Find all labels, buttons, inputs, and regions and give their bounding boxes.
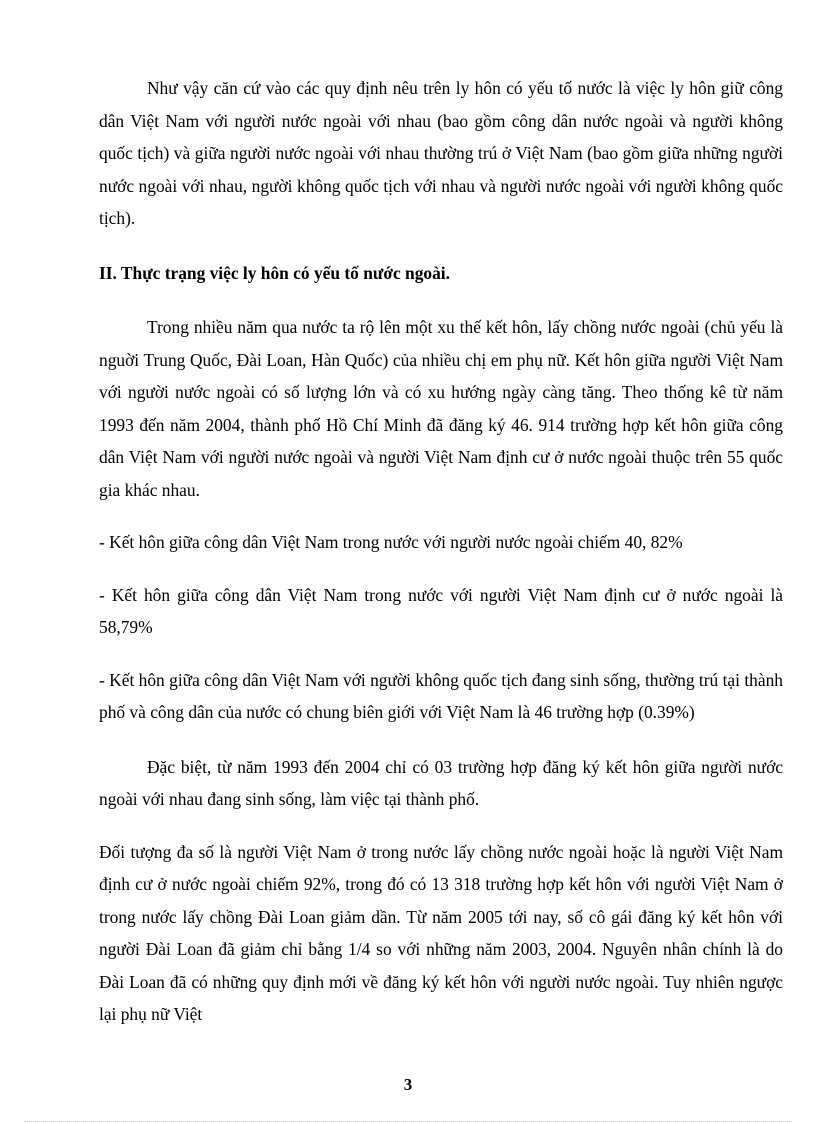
paragraph-majority: Đối tượng đa số là người Việt Nam ở trong nước lấy chồng nước ngoài hoặc là người Việt Nam định cư ở nước ngoài chiếm 92%, trong đó có 13 318 trường hợp kết hôn với người Việt Nam ở trong nước lấy chồng Đài Loan giảm dần. Từ năm 2005 tới nay, số cô gái đăng ký kết hôn với người Đài Loan đã giảm chỉ bằng 1/4 so với những năm 2003, 2004. Nguyên nhân chính là do Đài Loan đã có những quy định mới về đăng ký kết hôn với người nước ngoài. Tuy nhiên ngược lại phụ nữ Việt (99, 841, 783, 1024)
bullet-foreigners: - Kết hôn giữa công dân Việt Nam trong nước với người nước ngoài chiếm 40, 82% (99, 532, 683, 552)
bullet-overseas-vietnamese: - Kết hôn giữa công dân Việt Nam trong nước với người Việt Nam định cư ở nước ngoài là 58,79% (99, 584, 783, 637)
bullet-stateless: - Kết hôn giữa công dân Việt Nam với người không quốc tịch đang sinh sống, thường trú tại thành phố và công dân của nước có chung biên giới với Việt Nam là 46 trường hợp (0.39%) (99, 669, 783, 722)
document-page (99, 72, 783, 1031)
page-edge-divider (24, 1121, 792, 1122)
paragraph-conclusion: Như vậy căn cứ vào các quy định nêu trên ly hôn có yếu tố nước là việc ly hôn giữ công dân Việt Nam với người nước ngoài với nhau (bao gồm công dân nước ngoài và người không quốc tịch) và giữa người nước ngoài với nhau thường trú ở Việt Nam (bao gồm giữa những người nước ngoài với nhau, người không quốc tịch với nhau và người nước ngoài với người không quốc tịch). (99, 78, 783, 228)
page-number: 3 (403, 1075, 413, 1094)
paragraph-trend: Trong nhiều năm qua nước ta rộ lên một xu thế kết hôn, lấy chồng nước ngoài (chủ yếu là nguời Trung Quốc, Đài Loan, Hàn Quốc) của nhiều chị em phụ nữ. Kết hôn giữa người Việt Nam với người nước ngoài có số lượng lớn và có xu hướng ngày càng tăng. Theo thống kê từ năm 1993 đến năm 2004, thành phố Hồ Chí Minh đã đăng ký 46. 914 trường hợp kết hôn giữa công dân Việt Nam với người nước ngoài và người Việt Nam định cư ở nước ngoài thuộc trên 55 quốc gia khác nhau. (99, 317, 783, 500)
section-heading: II. Thực trạng việc ly hôn có yếu tố nước ngoài. (99, 262, 450, 283)
paragraph-special: Đặc biệt, từ năm 1993 đến 2004 chỉ có 03 trường hợp đăng ký kết hôn giữa người nước ngoài với nhau đang sinh sống, làm việc tại thành phố. (99, 756, 783, 809)
